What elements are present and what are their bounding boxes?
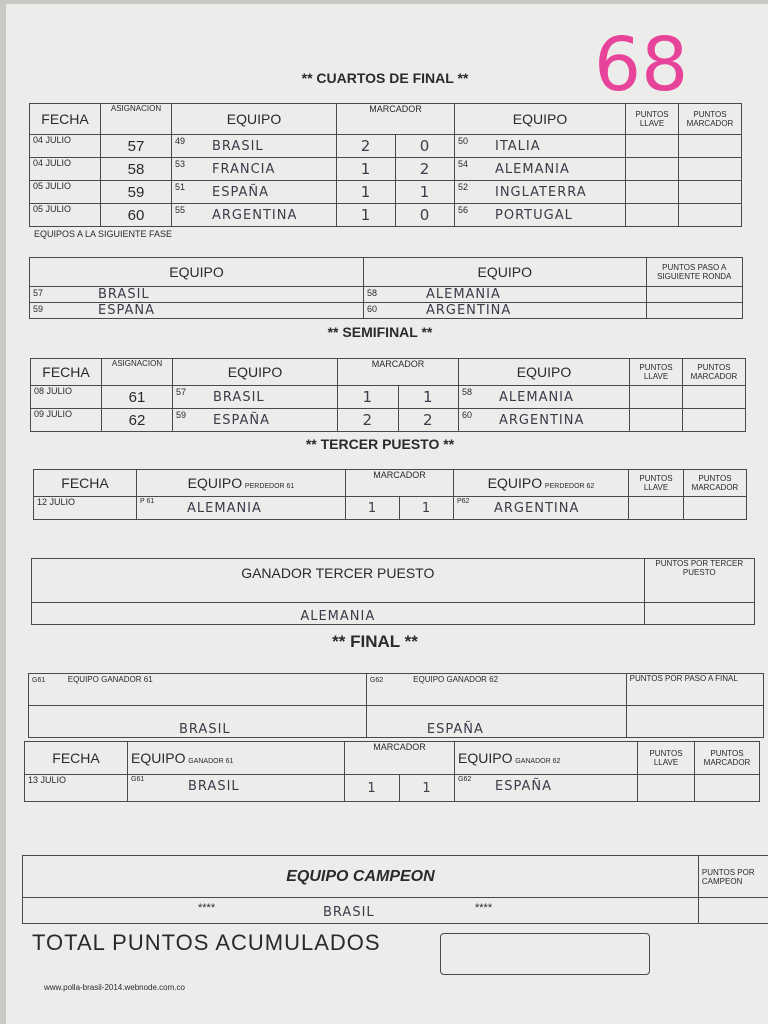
semi-col-fecha: FECHA (31, 359, 102, 386)
champion-team-cell (23, 898, 699, 924)
semifinal-code1: 59 (176, 410, 187, 420)
col-equipo2: EQUIPO (455, 104, 626, 135)
quarterfinal-score1: 2 (337, 135, 396, 158)
quarterfinal-rows (30, 135, 742, 227)
advance-team1-cell (30, 303, 364, 319)
final-equipo2-label: EQUIPO (458, 750, 513, 766)
third-team2: ARGENTINA (494, 501, 580, 516)
third-place-table (33, 469, 747, 520)
col-fecha: FECHA (30, 104, 101, 135)
quarterfinal-team2: PORTUGAL (495, 208, 573, 223)
final-g61-cell (29, 674, 367, 706)
quarterfinal-team1: FRANCIA (212, 162, 276, 177)
third-winner-pts-cell (644, 603, 754, 625)
final-team2: ESPAÑA (366, 706, 626, 738)
semifinal-team2-cell (459, 409, 630, 432)
final-equipo2-sub: GANADOR 62 (515, 758, 561, 765)
quarterfinal-score1: 1 (337, 181, 396, 204)
final-equipo1-sub: GANADOR 61 (188, 758, 234, 765)
quarterfinal-code2: 52 (458, 182, 469, 192)
quarterfinal-team1: ESPAÑA (212, 185, 269, 200)
champion-label: EQUIPO CAMPEON (23, 856, 699, 898)
semifinal-code2: 58 (462, 387, 473, 397)
semifinal-fecha: 08 JULIO (31, 386, 102, 409)
final-team1: BRASIL (29, 706, 367, 738)
semifinal-team2-cell (459, 386, 630, 409)
semifinal-team2: ARGENTINA (499, 413, 585, 428)
third-winner-points: PUNTOS POR TERCER PUESTO (644, 559, 754, 603)
final-points-cell (626, 706, 763, 738)
final-title: ** FINAL ** (332, 632, 418, 651)
next-phase-label: EQUIPOS A LA SIGUIENTE FASE (34, 229, 173, 239)
final-col-puntos-marcador: PUNTOS MARCADOR (695, 742, 760, 775)
quarterfinal-fecha: 04 JULIO (30, 135, 101, 158)
quarterfinal-row (30, 181, 742, 204)
semi-col-asignacion: ASIGNACION (102, 359, 173, 386)
champion-pts-cell (698, 898, 768, 924)
semi-col-equipo: EQUIPO (173, 359, 338, 386)
semi-col-puntos-marcador: PUNTOS MARCADOR (683, 359, 746, 386)
advance-row (30, 303, 743, 319)
third-code1: P 61 (140, 498, 155, 505)
quarterfinal-team1-cell (172, 204, 337, 227)
total-points-label: TOTAL PUNTOS ACUMULADOS (32, 930, 381, 955)
final-pts-marcador (695, 775, 760, 802)
quarterfinal-fecha: 04 JULIO (30, 158, 101, 181)
quarterfinal-score2: 1 (396, 181, 455, 204)
third-col-equipo2 (454, 470, 629, 497)
third-place-title: ** TERCER PUESTO ** (305, 436, 455, 452)
semifinal-table (30, 358, 746, 432)
quarterfinal-team2: ITALIA (495, 139, 541, 154)
quarterfinal-team1-cell (172, 181, 337, 204)
quarterfinal-pts-marcador (679, 135, 742, 158)
quarterfinal-pts-marcador (679, 158, 742, 181)
quarterfinal-team1: BRASIL (212, 139, 264, 154)
adv-col-points: PUNTOS PASO A SIGUIENTE RONDA (646, 258, 743, 287)
quarterfinal-row (30, 158, 742, 181)
advance-points (646, 303, 743, 319)
champion-team: BRASIL (323, 905, 375, 920)
quarterfinal-pts-marcador (679, 204, 742, 227)
third-team2-cell (454, 497, 629, 520)
final-col-puntos-llave: PUNTOS LLAVE (638, 742, 695, 775)
quarterfinal-table (29, 103, 742, 227)
final-row-team1: BRASIL (188, 779, 240, 794)
semifinal-team1: BRASIL (213, 390, 265, 405)
champion-stars-left: **** (198, 902, 216, 914)
advance-rows (30, 287, 743, 319)
advance-code1: 59 (33, 304, 44, 314)
quarterfinal-asignacion: 60 (101, 204, 172, 227)
adv-col-equipo: EQUIPO (30, 258, 364, 287)
quarterfinal-team1-cell (172, 135, 337, 158)
col-equipo: EQUIPO (172, 104, 337, 135)
advance-points (646, 287, 743, 303)
third-score2: 1 (400, 497, 454, 520)
semifinal-score1: 2 (338, 409, 399, 432)
quarterfinal-fecha: 05 JULIO (30, 204, 101, 227)
quarterfinal-pts-llave (626, 135, 679, 158)
semifinal-pts-marcador (683, 409, 746, 432)
quarterfinal-team2-cell (455, 181, 626, 204)
advance-team1: ESPAÑA (98, 303, 155, 318)
final-g62-label: EQUIPO GANADOR 62 (413, 675, 499, 684)
quarterfinal-team1: ARGENTINA (212, 208, 298, 223)
quarterfinal-code2: 50 (458, 136, 469, 146)
semifinal-pts-llave (630, 409, 683, 432)
quarterfinal-asignacion: 59 (101, 181, 172, 204)
final-advance-table (28, 673, 764, 738)
final-row-team2: ESPAÑA (495, 779, 552, 794)
col-marcador: MARCADOR (337, 104, 455, 135)
advance-team2: ALEMANIA (425, 287, 501, 302)
quarterfinal-team1-cell (172, 158, 337, 181)
final-team2-cell (455, 775, 638, 802)
semifinal-team1: ESPAÑA (213, 413, 270, 428)
final-pts-llave (638, 775, 695, 802)
final-col-fecha: FECHA (25, 742, 128, 775)
semi-col-marcador: MARCADOR (338, 359, 459, 386)
quarterfinal-code1: 49 (175, 136, 186, 146)
quarterfinal-team2: ALEMANIA (495, 162, 570, 177)
final-col-equipo2 (455, 742, 638, 775)
quarterfinal-pts-llave (626, 181, 679, 204)
final-col-marcador: MARCADOR (345, 742, 455, 775)
quarterfinal-team2-cell (455, 204, 626, 227)
third-team1-cell (137, 497, 346, 520)
final-g62-cell (366, 674, 626, 706)
third-winner-table (31, 558, 755, 625)
third-fecha: 12 JULIO (34, 497, 137, 520)
quarterfinal-code1: 55 (175, 205, 186, 215)
quarterfinal-code1: 53 (175, 159, 186, 169)
advance-code2: 60 (366, 304, 377, 314)
semifinal-code2: 60 (462, 410, 473, 420)
third-pts-marcador (684, 497, 747, 520)
final-col-equipo1 (128, 742, 345, 775)
adv-col-equipo2: EQUIPO (363, 258, 646, 287)
semifinal-team1-cell (173, 386, 338, 409)
quarterfinal-code1: 51 (175, 182, 186, 192)
semifinal-score2: 2 (398, 409, 459, 432)
footer-url: www.polla-brasil-2014.webnode.com.co (44, 983, 185, 992)
quarterfinal-score2: 0 (396, 204, 455, 227)
advance-team1: BRASIL (98, 287, 150, 302)
advance-row (30, 287, 743, 303)
third-col-puntos-llave: PUNTOS LLAVE (629, 470, 684, 497)
final-table (24, 741, 760, 802)
semifinal-row (31, 409, 746, 432)
semifinal-pts-llave (630, 386, 683, 409)
semifinal-fecha: 09 JULIO (31, 409, 102, 432)
third-score1: 1 (346, 497, 400, 520)
quarterfinal-score1: 1 (337, 158, 396, 181)
third-equipo2-label: EQUIPO (487, 475, 543, 491)
semifinal-team2: ALEMANIA (499, 390, 574, 405)
quarterfinal-code2: 54 (458, 159, 469, 169)
semifinal-score1: 1 (338, 386, 399, 409)
quarterfinal-pts-marcador (679, 181, 742, 204)
quarterfinal-pts-llave (626, 158, 679, 181)
champion-stars-right: **** (475, 902, 493, 914)
quarterfinal-score1: 1 (337, 204, 396, 227)
advance-table (29, 257, 743, 319)
third-col-marcador: MARCADOR (346, 470, 454, 497)
advance-code2: 58 (366, 288, 377, 298)
col-asignacion: ASIGNACION (101, 104, 172, 135)
third-code2: P62 (457, 498, 470, 505)
third-winner-team: ALEMANIA (32, 603, 645, 625)
advance-code1: 57 (33, 288, 44, 298)
final-points-label: PUNTOS POR PASO A FINAL (626, 674, 763, 706)
third-col-fecha: FECHA (34, 470, 137, 497)
semifinal-code1: 57 (176, 387, 187, 397)
third-pts-llave (629, 497, 684, 520)
total-points-box (440, 933, 650, 975)
quarterfinal-asignacion: 57 (101, 135, 172, 158)
final-g61-code: G61 (32, 677, 46, 684)
advance-team2: ARGENTINA (425, 303, 512, 318)
quarterfinal-score2: 2 (396, 158, 455, 181)
third-equipo1-sub: PERDEDOR 61 (244, 483, 295, 490)
quarterfinal-title: ** CUARTOS DE FINAL ** (301, 70, 469, 86)
third-team1: ALEMANIA (187, 501, 262, 516)
semifinal-asignacion: 62 (102, 409, 173, 432)
quarterfinal-team2: INGLATERRA (495, 185, 587, 200)
third-winner-label: GANADOR TERCER PUESTO (32, 559, 645, 603)
quarterfinal-fecha: 05 JULIO (30, 181, 101, 204)
third-equipo2-sub: PERDEDOR 62 (544, 483, 595, 490)
semifinal-pts-marcador (683, 386, 746, 409)
champion-points: PUNTOS POR CAMPEON (698, 856, 768, 898)
semifinal-title: ** SEMIFINAL ** (327, 324, 433, 340)
final-team1-cell (128, 775, 345, 802)
quarterfinal-team2-cell (455, 158, 626, 181)
third-col-equipo1 (137, 470, 346, 497)
quarterfinal-score2: 0 (396, 135, 455, 158)
quarterfinal-code2: 56 (458, 205, 469, 215)
semifinal-row (31, 386, 746, 409)
semifinal-rows (31, 386, 746, 432)
advance-team1-cell (30, 287, 364, 303)
third-col-puntos-marcador: PUNTOS MARCADOR (684, 470, 747, 497)
semifinal-team1-cell (173, 409, 338, 432)
handwritten-score: 68 (594, 22, 689, 108)
final-fecha: 13 JULIO (25, 775, 128, 802)
final-code1: G61 (131, 776, 145, 783)
quarterfinal-row (30, 135, 742, 158)
quarterfinal-row (30, 204, 742, 227)
semi-col-puntos-llave: PUNTOS LLAVE (630, 359, 683, 386)
semi-col-equipo2: EQUIPO (459, 359, 630, 386)
quarterfinal-team2-cell (455, 135, 626, 158)
advance-team2-cell (363, 303, 646, 319)
final-g62-code: G62 (369, 677, 384, 684)
final-score2: 1 (400, 775, 455, 802)
semifinal-score2: 1 (398, 386, 459, 409)
third-equipo1-label: EQUIPO (187, 475, 243, 491)
final-code2: G62 (458, 776, 472, 783)
final-score1: 1 (345, 775, 400, 802)
quarterfinal-asignacion: 58 (101, 158, 172, 181)
final-equipo1-label: EQUIPO (131, 750, 186, 766)
col-puntos-llave: PUNTOS LLAVE (626, 104, 679, 135)
col-puntos-marcador: PUNTOS MARCADOR (679, 104, 742, 135)
quarterfinal-pts-llave (626, 204, 679, 227)
semifinal-asignacion: 61 (102, 386, 173, 409)
champion-table (22, 855, 768, 924)
final-g61-label: EQUIPO GANADOR 61 (67, 675, 153, 684)
advance-team2-cell (363, 287, 646, 303)
